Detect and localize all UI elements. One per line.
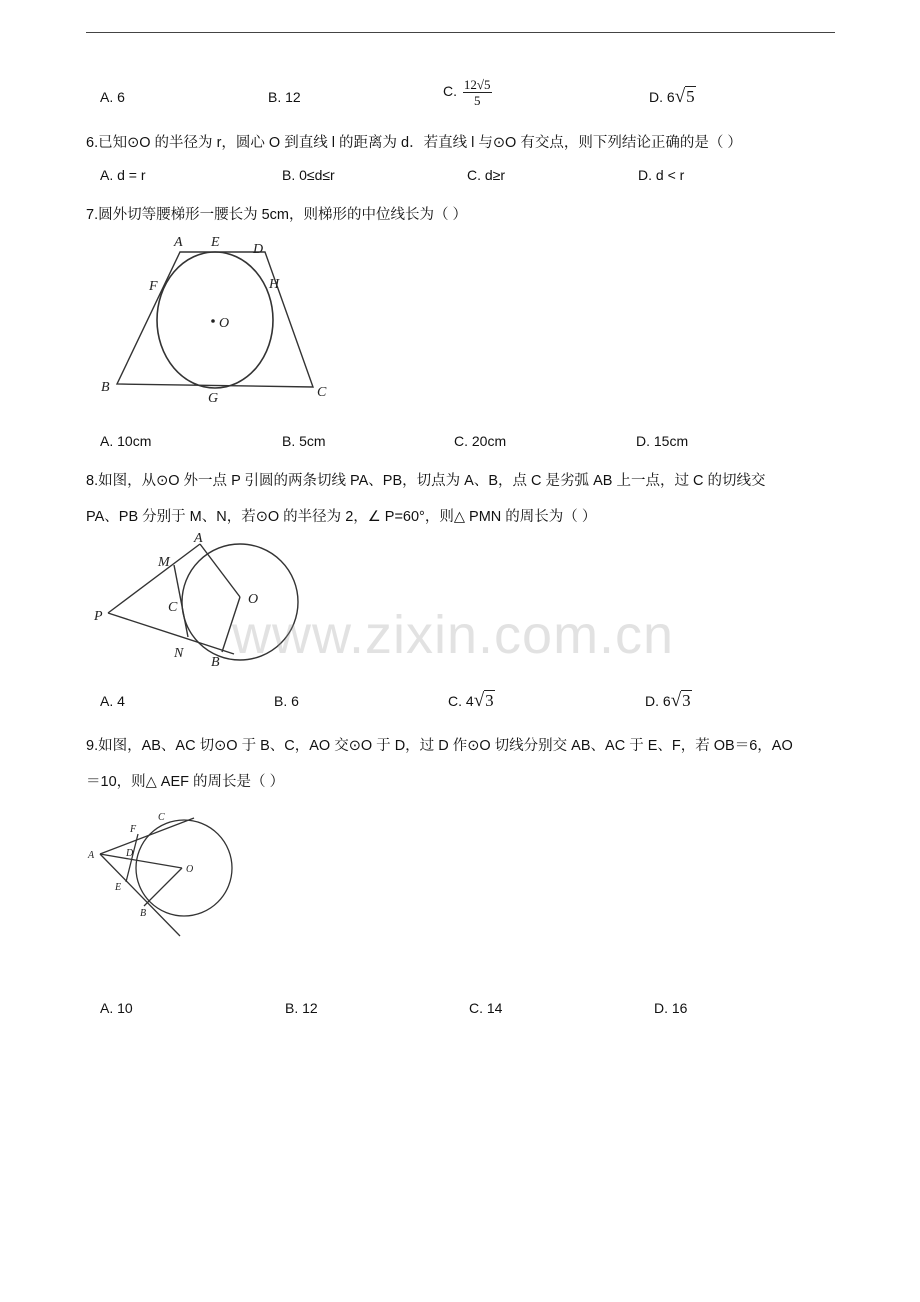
q6-question: 6.已知⊙O 的半径为 r，圆心 O 到直线 l 的距离为 d．若直线 l 与⊙O 有交点，则下列结论正确的是（ ） [86,135,742,151]
q9-option-b[interactable]: B. 12 [285,1000,318,1016]
q8-option-b[interactable]: B. 6 [274,693,299,709]
q7-label-o: O [219,316,230,331]
center-dot [211,319,215,323]
q7-figure [95,232,335,407]
trapezoid-shape [117,252,313,387]
q5-option-b[interactable]: B. 12 [268,89,301,105]
q8-option-a[interactable]: A. 4 [100,693,125,709]
tangent-pa [108,544,200,613]
q8-label-m: M [158,555,170,570]
radius-ob [144,868,182,906]
q8-question-line2: PA、PB 分别于 M、N，若⊙O 的半径为 2，∠ P=60°，则△ PMN 的周长为（ ） [86,509,597,525]
q7-label-b: B [101,380,110,395]
q6-option-b[interactable]: B. 0≤d≤r [282,167,335,183]
q6-option-c[interactable]: C. d≥r [467,167,506,183]
q9-label-o: O [186,864,194,875]
q7-option-b[interactable]: B. 5cm [282,433,326,449]
q6-option-a[interactable]: A. d = r [100,167,146,183]
q7-option-d[interactable]: D. 15cm [636,433,689,449]
q8-label-p: P [94,609,103,624]
q9-label-f: F [130,824,137,835]
q8-option-d-prefix: D. 6 [645,693,671,709]
q7-question: 7.圆外切等腰梯形一腰长为 5cm，则梯形的中位线长为（ ） [86,207,468,223]
q9-question-line2: ＝10，则△ AEF 的周长是（ ） [86,774,285,790]
q9-label-b: B [140,908,147,919]
q5-c-numerator-radicand: 5 [484,77,491,92]
q9-label-d: D [126,848,134,859]
q8-label-o: O [248,592,259,607]
q5-option-a[interactable]: A. 6 [100,89,125,105]
q9-question-line1: 9.如图，AB、AC 切⊙O 于 B、C，AO 交⊙O 于 D，过 D 作⊙O 切线分别交 AB、AC 于 E、F，若 OB＝6，AO [86,738,793,754]
q7-option-c[interactable]: C. 20cm [454,433,507,449]
q9-figure [86,810,246,940]
radius-oa [200,544,240,597]
q9-option-c[interactable]: C. 14 [469,1000,503,1016]
tangent-ac [100,818,194,854]
q7-label-g: G [208,391,219,406]
q8-option-c[interactable]: C. 4√3 [448,690,494,711]
watermark: www.zixin.com.cn [232,605,675,665]
q8-label-c: C [168,600,178,615]
q8-option-c-prefix: C. 4 [448,693,474,709]
q6-option-d[interactable]: D. d < r [638,167,685,183]
inscribed-circle [157,252,273,388]
q5-c-denominator: 5 [473,93,481,108]
q7-label-h: H [269,277,280,292]
q8-label-b: B [211,655,220,670]
q7-option-a[interactable]: A. 10cm [100,433,152,449]
q8-label-a: A [194,531,203,546]
q8-question-line1: 8.如图，从⊙O 外一点 P 引圆的两条切线 PA、PB，切点为 A、B，点 C 是劣弧 AB 上一点，过 C 的切线交 [86,473,766,489]
q5-c-numerator: 12 [463,77,477,92]
q7-label-a: A [174,235,183,250]
q7-label-f: F [149,279,158,294]
q8-option-c-radicand: 3 [485,691,494,710]
q7-label-c: C [317,385,327,400]
tangent-pb [108,613,234,654]
q9-label-c: C [158,812,165,823]
q7-label-d: D [253,242,264,257]
q7-label-e: E [211,235,220,250]
q8-option-d[interactable]: D. 6√3 [645,690,691,711]
tangent-ab [100,854,180,936]
q5-option-c-fraction: $\frac{12√5}{5}$ [463,77,491,108]
q9-label-e: E [115,882,122,893]
q8-option-d-radicand: 3 [682,691,691,710]
q8-label-n: N [174,646,184,661]
q5-option-d-prefix: D. 6 [649,89,675,105]
q9-label-a: A [88,850,95,861]
q9-option-a[interactable]: A. 10 [100,1000,133,1016]
q5-option-d[interactable]: D. 6√5 [649,86,695,107]
q5-option-c[interactable] [443,78,492,107]
q5-option-d-radicand: 5 [686,87,695,106]
q9-option-d[interactable]: D. 16 [654,1000,688,1016]
q5-option-c-prefix: C. [443,83,457,100]
header-rule [86,32,835,33]
